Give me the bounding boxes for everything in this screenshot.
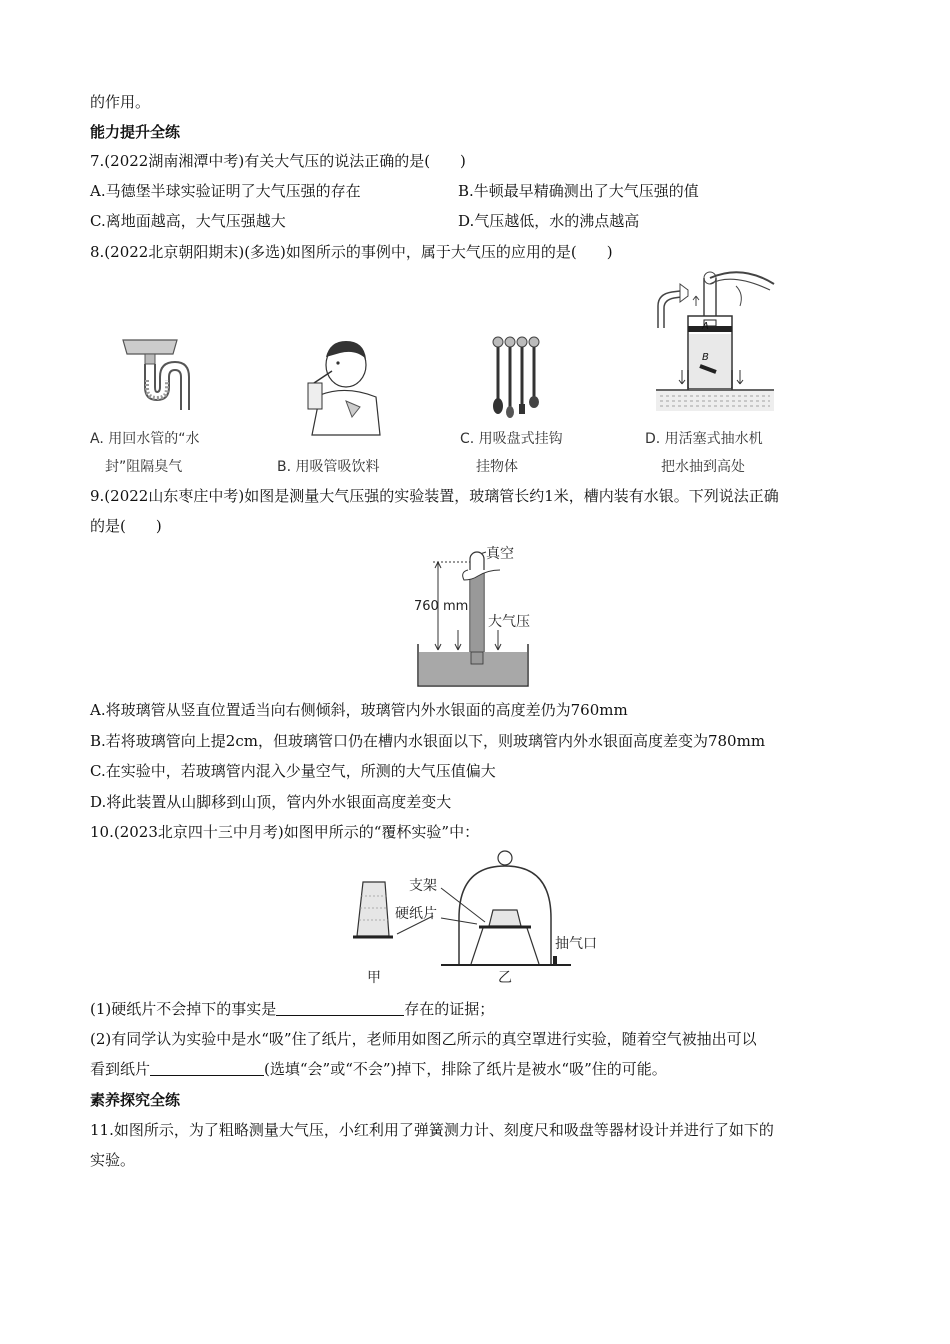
q10-part1-post: 存在的证据；: [404, 1000, 495, 1018]
q9-option-c: C.在实验中，若玻璃管内混入少量空气，所测的大气压值偏大: [90, 762, 496, 780]
q10-stem: 10.(2023北京四十三中月考)如图甲所示的“覆杯实验”中：: [90, 823, 480, 841]
q11-line1: 11.如图所示，为了粗略测量大气压，小红利用了弹簧测力计、刻度尺和吸盘等器材设计并进行了如下的: [90, 1121, 774, 1139]
q10-label-stand: 支架: [409, 878, 437, 894]
q10-part2-blank[interactable]: [150, 1061, 264, 1076]
q7-option-b: B.牛顿最早精确测出了大气压强的值: [458, 182, 699, 200]
pump-label-b: B: [702, 352, 709, 363]
q8-caption-c2: 挂物体: [476, 459, 518, 475]
q7-option-a: A.马德堡半球实验证明了大气压强的存在: [90, 182, 361, 200]
q7-stem: 7.(2022湖南湘潭中考)有关大气压的说法正确的是( ): [90, 152, 466, 170]
q8-figure-straw: [300, 335, 382, 437]
q10-part2-pre: 看到纸片: [90, 1060, 151, 1078]
q10-part2-line2: [90, 1059, 667, 1079]
q10-label-yi: 乙: [498, 970, 512, 986]
q10-part1: [90, 999, 494, 1019]
q8-caption-d1: D. 用活塞式抽水机: [645, 431, 763, 447]
intro-tail: 的作用。: [90, 93, 151, 111]
q8-caption-c1: C. 用吸盘式挂钩: [460, 431, 563, 447]
q8-caption-a2: 封”阻隔臭气: [105, 459, 183, 475]
q8-stem: 8.(2022北京朝阳期末)(多选)如图所示的事例中，属于大气压的应用的是( ): [90, 243, 613, 261]
pump-label-a: A: [702, 321, 709, 332]
q10-label-card: 硬纸片: [395, 906, 437, 922]
q9-stem-line2: 的是( ): [90, 517, 162, 535]
q10-part2-post: (选填“会”或“不会”)掉下，排除了纸片是被水“吸”住的可能。: [264, 1060, 667, 1078]
q10-part2-line1: (2)有同学认为实验中是水“吸”住了纸片，老师用如图乙所示的真空罩进行实验，随着空气被抽出可以: [90, 1030, 757, 1048]
q8-caption-b: B. 用吸管吸饮料: [277, 459, 380, 475]
q7-option-d: D.气压越低，水的沸点越高: [458, 212, 640, 230]
q11-line2: 实验。: [90, 1151, 136, 1169]
q10-label-jia: 甲: [367, 970, 381, 986]
q9-label-height: 760 mm: [414, 599, 469, 614]
q9-option-a: A.将玻璃管从竖直位置适当向右侧倾斜，玻璃管内外水银面的高度差仍为760mm: [90, 701, 628, 719]
q9-label-atm: 大气压: [488, 614, 530, 630]
q9-figure-torricelli: [408, 540, 548, 692]
q10-figure-cup: [345, 848, 615, 988]
q10-part1-blank[interactable]: [276, 1001, 404, 1016]
q9-stem-line1: 9.(2022山东枣庄中考)如图是测量大气压强的实验装置，玻璃管长约1米，槽内装有水银。下列说法正确: [90, 487, 779, 505]
q9-option-d: D.将此装置从山脚移到山顶，管内外水银面高度差变大: [90, 793, 452, 811]
q10-part1-pre: (1)硬纸片不会掉下的事实是: [90, 1000, 277, 1018]
q8-figure-hooks: [488, 330, 548, 420]
q8-caption-d2: 把水抽到高处: [661, 459, 745, 475]
q9-label-vacuum: 真空: [486, 546, 514, 562]
q7-option-c: C.离地面越高，大气压强越大: [90, 212, 286, 230]
q10-label-outlet: 抽气口: [555, 936, 597, 952]
q9-option-b: B.若将玻璃管向上提2cm，但玻璃管口仍在槽内水银面以下，则玻璃管内外水银面高度差变为780mm: [90, 732, 766, 750]
q8-figure-trap: [115, 332, 195, 412]
q8-figure-pump: [652, 266, 777, 414]
section-ability-heading: 能力提升全练: [90, 123, 181, 141]
q8-caption-a1: A. 用回水管的“水: [90, 431, 200, 447]
section-literacy-heading: 素养探究全练: [90, 1091, 181, 1109]
